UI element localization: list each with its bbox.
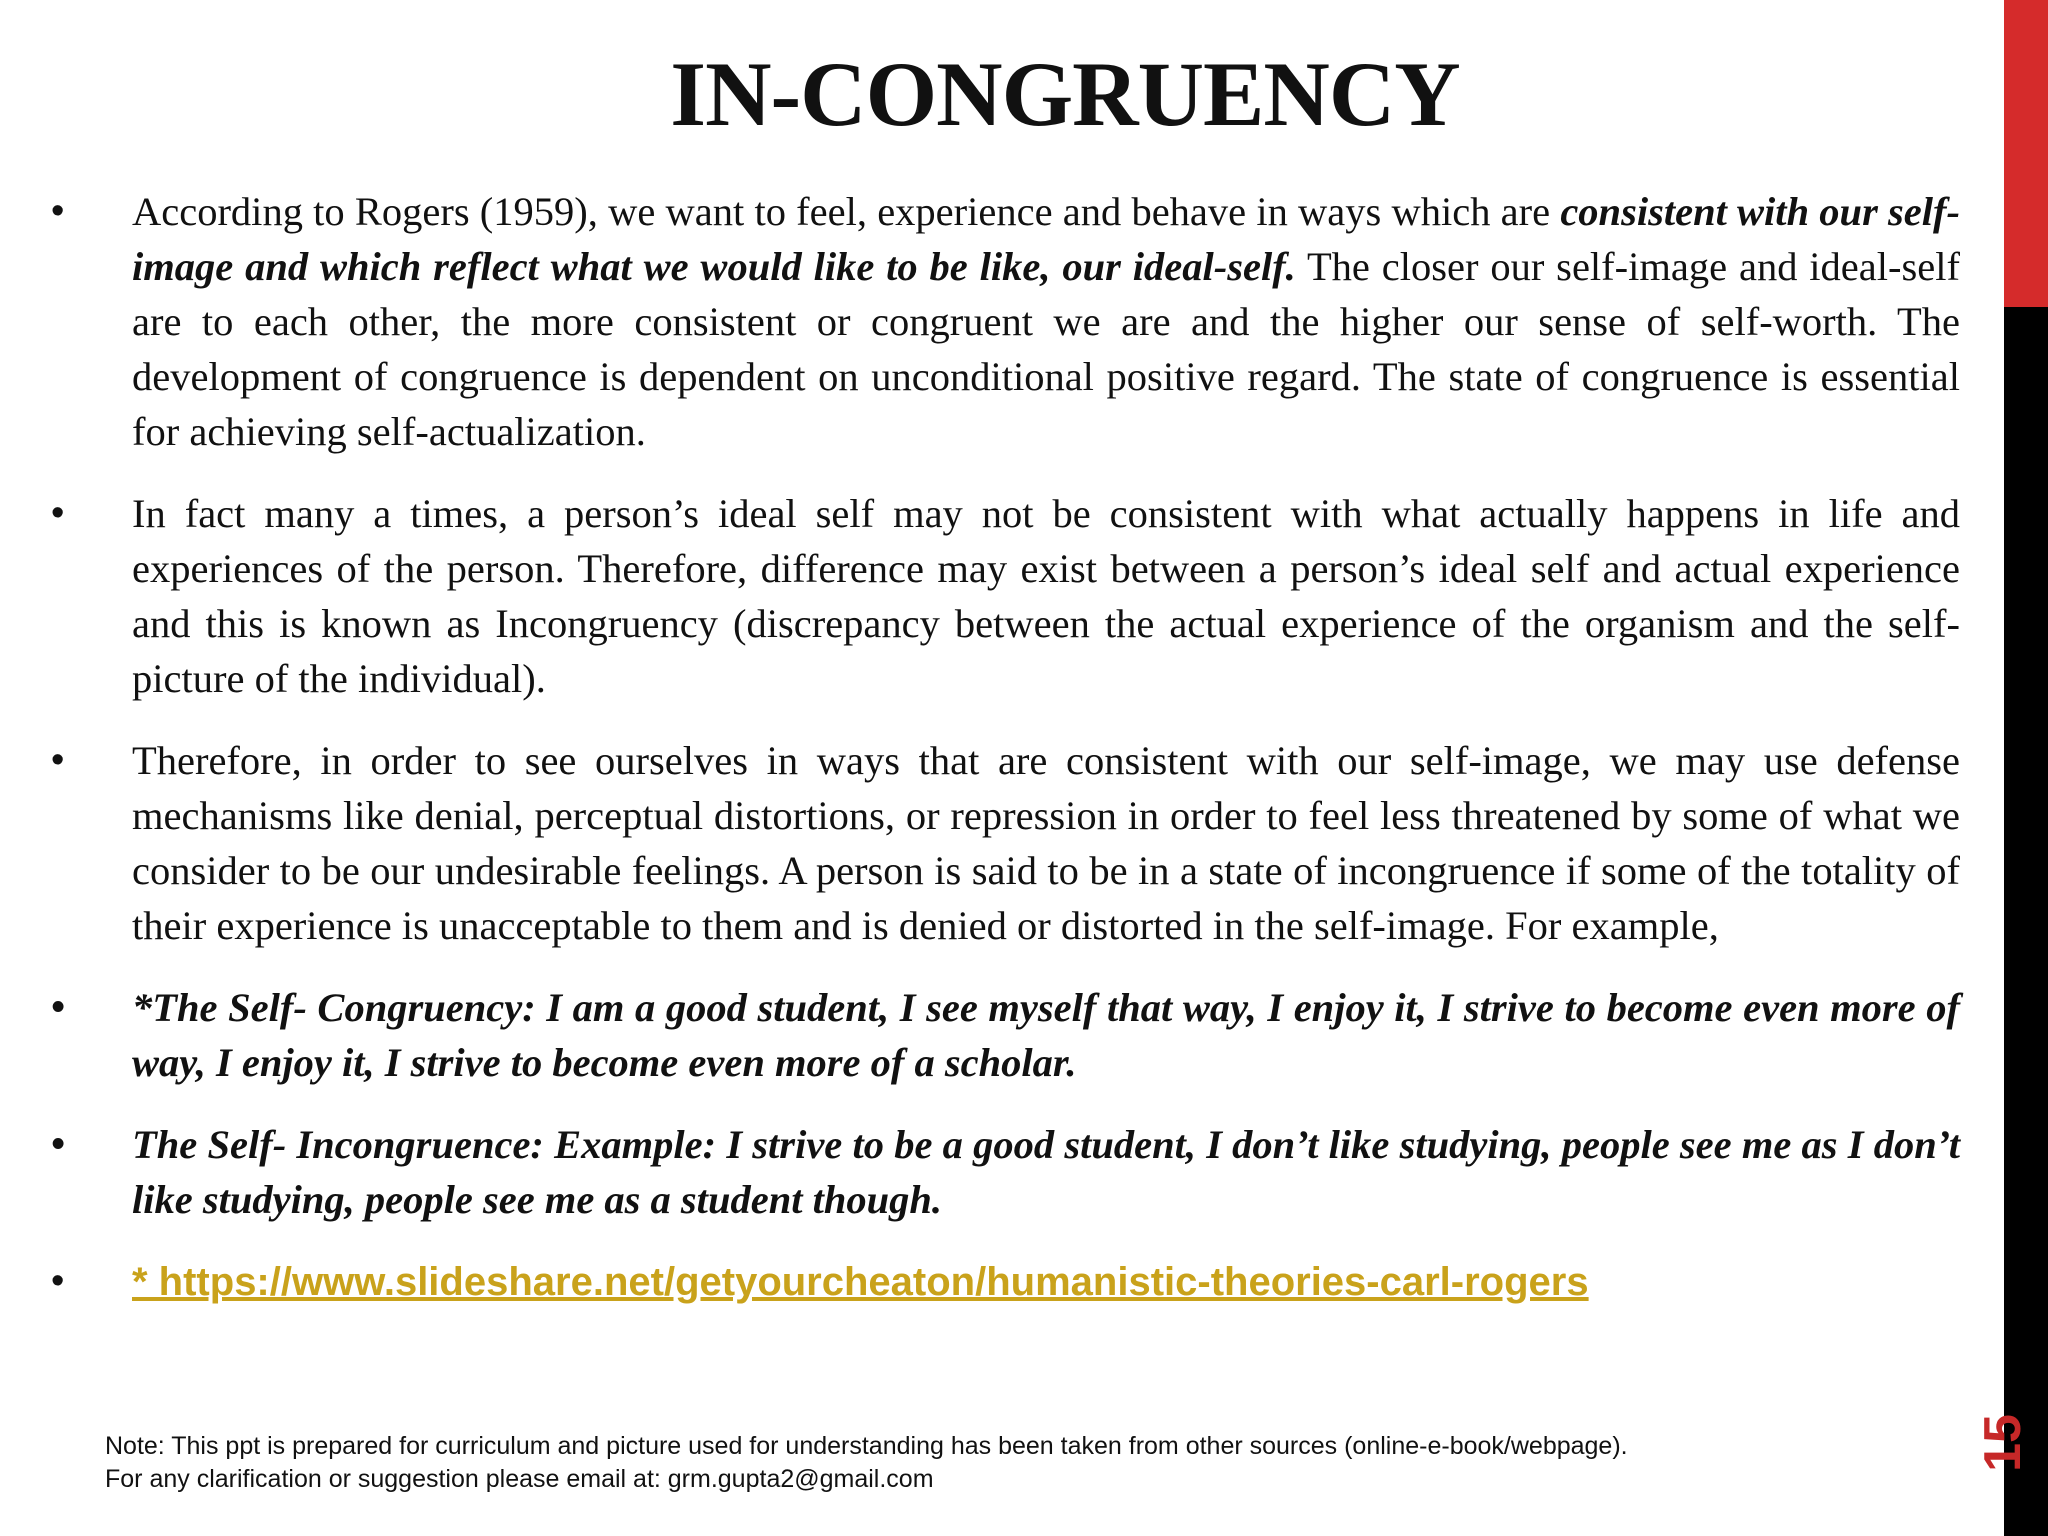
bullet-marker: • [51, 190, 65, 232]
bullet-item-self-incongruence [48, 1117, 1960, 1227]
note-line-2: For any clarification or suggestion please email at: grm.gupta2@gmail.com [105, 1465, 934, 1493]
sidebar-accent-black [2004, 307, 2048, 1536]
bullet-emphasis: consistent with our self-image and which reflect what we would like to be like, our ideal-self. [132, 189, 1960, 289]
bullet-text: According to Rogers (1959), we want to feel, experience and behave in ways which are [132, 189, 1561, 234]
bullet-marker: • [51, 1260, 65, 1302]
slide-title: IN-CONGRUENCY [670, 43, 1460, 145]
bullet-text: *The Self- Congruency: I am a good student, I see myself that way, I enjoy it, I strive to become even more of way, I enjoy it, I strive to become even more of a scholar. [132, 985, 1960, 1085]
bullet-text: In fact many a times, a person’s ideal self may not be consistent with what actually happens in life and experiences of the person. Therefore, difference may exist between a person’s ideal self and actual experience and this is known as Incongruency (discrepancy between the actual experience of the organism and the self-picture of the individual). [132, 491, 1960, 701]
bullet-item-self-congruency [48, 980, 1960, 1090]
bullet-item-rogers [48, 184, 1960, 459]
bullet-marker: • [51, 986, 65, 1028]
bullet-marker: • [51, 1123, 65, 1165]
bullet-list [48, 184, 1960, 1310]
bullet-text: The Self- Incongruence: Example: I strive to be a good student, I don’t like studying, people see me as I don’t like studying, people see me as a student though. [132, 1122, 1960, 1222]
sidebar-accent-red [2004, 0, 2048, 307]
bullet-marker: • [51, 492, 65, 534]
bullet-item-defense [48, 733, 1960, 953]
note-line-1: Note: This ppt is prepared for curriculum and picture used for understanding has been taken from other sources (online-e-book/webpage). [105, 1432, 1628, 1460]
page-number: 15 [1974, 1414, 2032, 1472]
bullet-marker: • [51, 739, 65, 781]
footer-note [105, 1430, 1905, 1496]
bullet-text: The closer our self-image and ideal-self are to each other, the more consistent or congruent we are and the higher our sense of self-worth. The development of congruence is dependent on unconditional positive regard. The state of congruence is essential for achieving self-actualization. [132, 244, 1960, 454]
bullet-text: Therefore, in order to see ourselves in ways that are consistent with our self-image, we may use defense mechanisms like denial, perceptual distortions, or repression in order to feel less threatened by some of what we consider to be our undesirable feelings. A person is said to be in a state of incongruence if some of the totality of their experience is unacceptable to them and is denied or distorted in the self-image. For example, [132, 738, 1960, 948]
source-link[interactable]: * https://www.slideshare.net/getyourcheaton/humanistic-theories-carl-rogers [132, 1260, 1589, 1304]
bullet-item-incongruency [48, 486, 1960, 706]
bullet-item-source-link [48, 1254, 1960, 1310]
